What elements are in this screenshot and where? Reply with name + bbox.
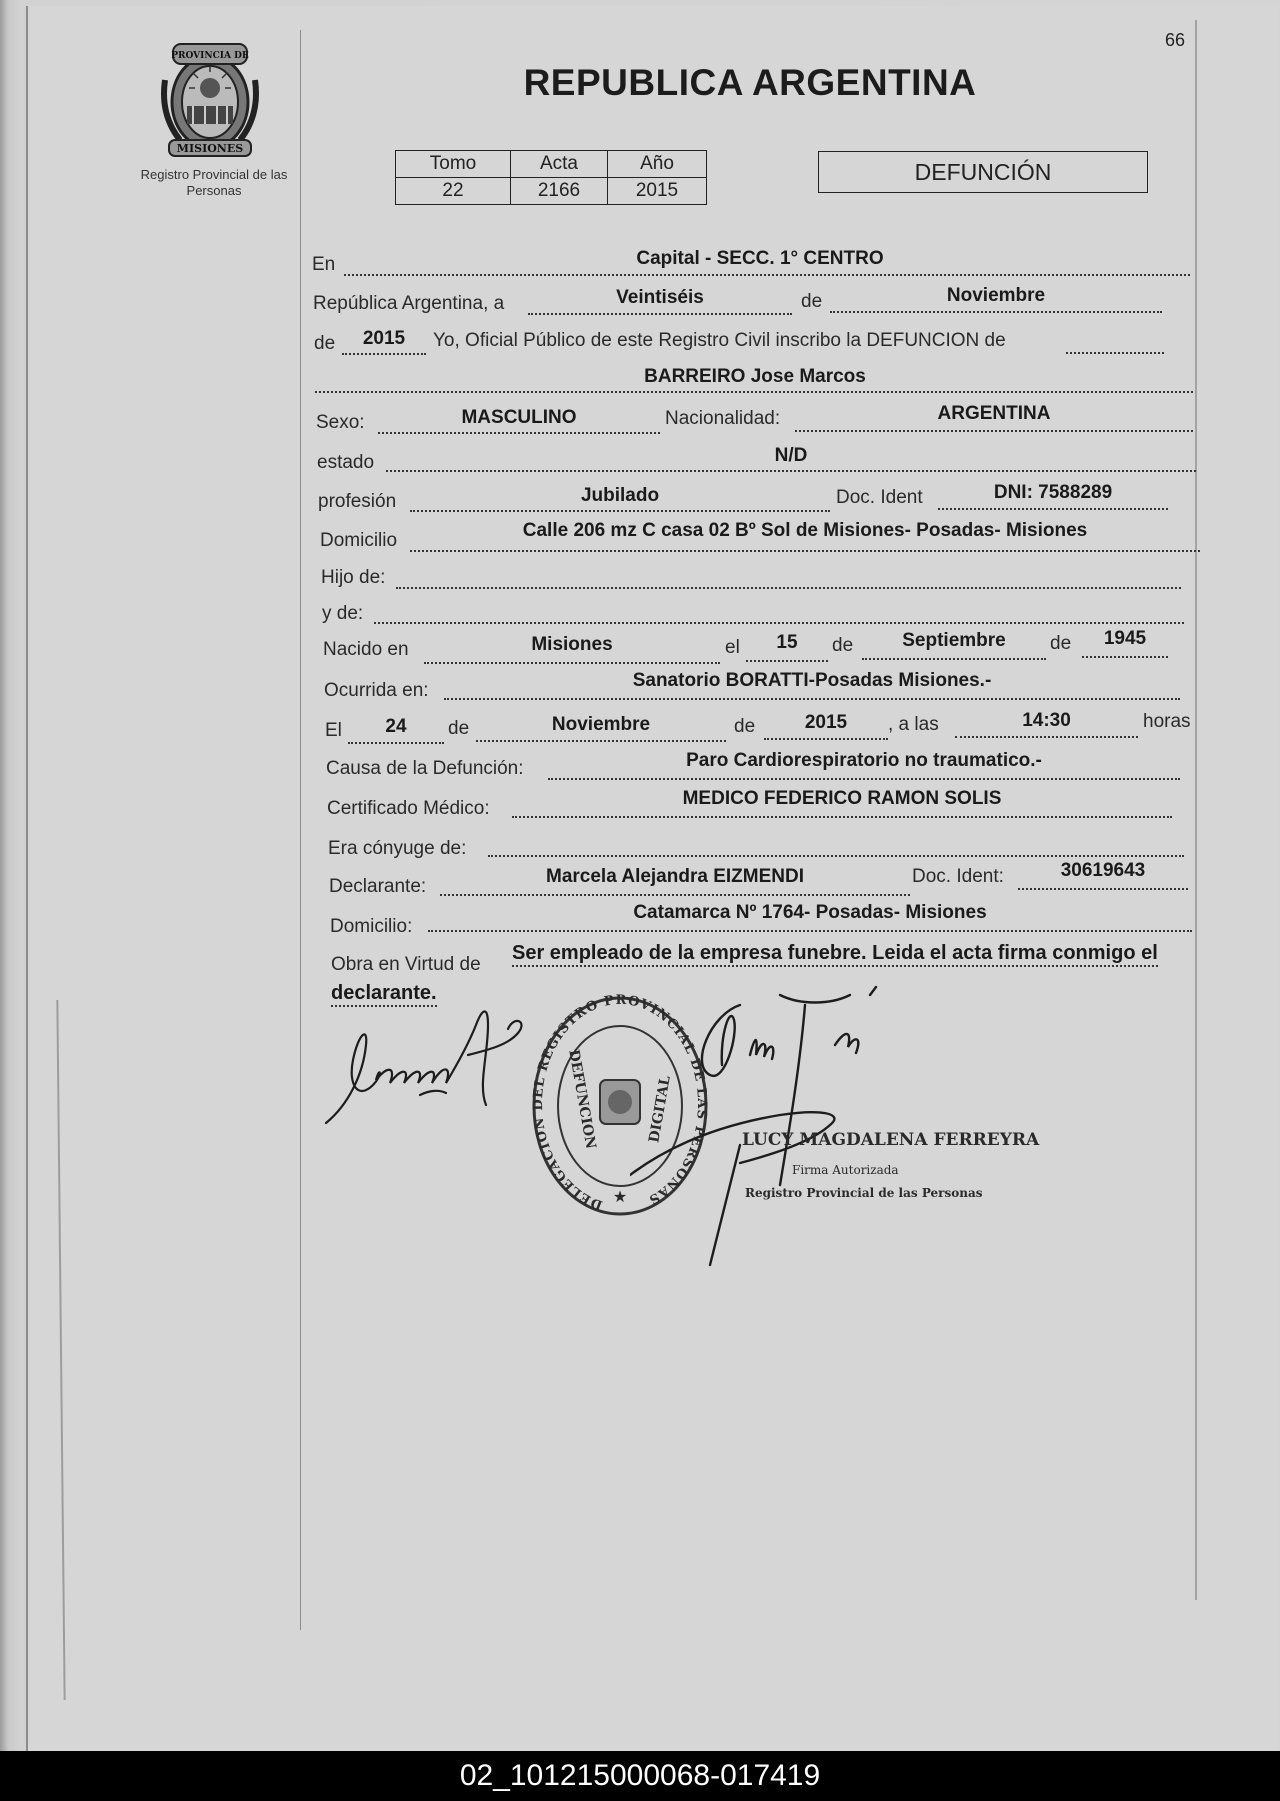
conyuge-line (488, 855, 1184, 857)
en-label: En (312, 254, 336, 275)
logo-top-text: PROVINCIA DE (171, 51, 249, 61)
birth-month-line (862, 658, 1046, 660)
obra-value-line-2: declarante. (331, 982, 437, 1007)
conyuge-label: Era cónyuge de: (328, 838, 467, 859)
decl-doc-label: Doc. Ident: (912, 866, 1004, 887)
profesion-label: profesión (318, 491, 397, 512)
official-role: Firma Autorizada (792, 1163, 899, 1177)
record-type-box: DEFUNCIÓN (818, 151, 1148, 193)
seal-inner-left-text: DEFUNCION (565, 1048, 599, 1151)
certificado-line (512, 816, 1172, 818)
republica-label: República Argentina, a (313, 293, 505, 314)
ocurrida-label: Ocurrida en: (324, 680, 429, 701)
inscription-line (1066, 352, 1164, 354)
death-time: 14:30 (1022, 710, 1071, 731)
nacido-value: Misiones (531, 634, 613, 655)
decl-doc-value: 30619643 (1060, 860, 1146, 881)
yde-label: y de: (322, 603, 364, 624)
seal-inner-right-text: DIGITAL (646, 1074, 674, 1144)
declarante-value: Marcela Alejandra EIZMENDI (546, 866, 804, 887)
day-line (528, 313, 792, 315)
name-line (315, 391, 1193, 393)
ano-header: Año (608, 151, 707, 178)
declarant-signature (318, 985, 548, 1135)
inscription-text: Yo, Oficial Público de este Registro Civil inscribo la DEFUNCION de (433, 330, 1006, 351)
certificado-value: MEDICO FEDERICO RAMON SOLIS (682, 788, 1002, 809)
deceased-name: BARREIRO Jose Marcos (644, 366, 866, 387)
en-line (344, 274, 1190, 276)
yde-line (374, 622, 1184, 624)
acta-header: Acta (511, 151, 608, 178)
nacionalidad-line (795, 430, 1193, 432)
ano-value: 2015 (608, 178, 707, 205)
birth-day: 15 (776, 632, 798, 653)
decl-domicilio-label: Domicilio: (330, 916, 413, 937)
logo-bottom-text: MISIONES (176, 142, 244, 155)
seal-ring-text: DELEGACION DEL REGISTRO PROVINCIAL DE LAS PERSONAS (531, 992, 710, 1213)
death-year: 2015 (804, 712, 848, 733)
horas-label: horas (1143, 711, 1191, 732)
seal-star-icon: ★ (612, 1189, 628, 1206)
record-table (395, 150, 707, 205)
de-label-6: de (734, 716, 756, 737)
en-value: Capital - SECC. 1° CENTRO (636, 248, 884, 269)
sexo-value: MASCULINO (461, 407, 577, 428)
tomo-value: 22 (396, 178, 511, 205)
de-label-3: de (832, 635, 854, 656)
ocurrida-value: Sanatorio BORATTI-Posadas Misiones.- (632, 670, 992, 691)
estado-line (386, 470, 1196, 472)
decl-domicilio-line (428, 930, 1192, 932)
sexo-line (378, 432, 660, 434)
acta-value: 2166 (511, 178, 608, 205)
nacido-line (424, 662, 720, 664)
profesion-line (410, 510, 830, 512)
birth-day-line (746, 660, 828, 662)
document-title: REPUBLICA ARGENTINA (523, 62, 977, 103)
decl-doc-line (1018, 888, 1188, 890)
death-time-line (955, 736, 1138, 738)
domicilio-value: Calle 206 mz C casa 02 Bº Sol de Misiones- Posadas- Misiones (522, 520, 1088, 541)
profesion-value: Jubilado (580, 485, 660, 506)
page-number: 66 (1165, 30, 1186, 50)
birth-month: Septiembre (902, 630, 1006, 651)
doc-ident-value: DNI: 7588289 (993, 482, 1113, 503)
registry-name: Registro Provincial de las Personas (140, 167, 288, 198)
estado-label: estado (317, 452, 375, 473)
death-year-line (764, 738, 888, 740)
causa-value: Paro Cardiorespiratorio no traumatico.- (686, 750, 1042, 771)
day-value: Veintiséis (616, 287, 704, 308)
a-las-label: , a las (888, 714, 939, 735)
domicilio-line (410, 550, 1200, 552)
document-id-footer: 02_101215000068-017419 (0, 1751, 1280, 1801)
death-day-line (348, 742, 444, 744)
de-label-2: de (314, 333, 336, 354)
month-line (830, 311, 1162, 313)
el-cap-label: El (325, 720, 342, 741)
causa-label: Causa de la Defunción: (326, 758, 524, 779)
official-name: LUCY MAGDALENA FERREYRA (742, 1130, 1040, 1150)
nacionalidad-label: Nacionalidad: (665, 408, 781, 429)
death-month: Noviembre (551, 714, 651, 735)
hijo-label: Hijo de: (321, 567, 386, 588)
nacido-label: Nacido en (323, 639, 409, 660)
ocurrida-line (444, 698, 1180, 700)
obra-value-line-1: Ser empleado de la empresa funebre. Leida el acta firma conmigo el (512, 942, 1158, 967)
month-value: Noviembre (946, 285, 1046, 306)
misiones-coat-of-arms-logo (155, 40, 265, 160)
year-line (342, 353, 426, 355)
official-office: Registro Provincial de las Personas (745, 1186, 983, 1200)
declarante-label: Declarante: (329, 876, 427, 897)
left-margin-line (300, 30, 301, 1630)
sexo-label: Sexo: (316, 412, 365, 433)
obra-label: Obra en Virtud de (331, 954, 481, 975)
record-table-header-row (396, 151, 707, 178)
nacionalidad-value: ARGENTINA (937, 403, 1051, 424)
decl-domicilio-value: Catamarca Nº 1764- Posadas- Misiones (633, 902, 987, 923)
death-day: 24 (385, 716, 407, 737)
declarante-line (440, 894, 910, 896)
de-label-5: de (448, 718, 470, 739)
el-label: el (725, 637, 740, 658)
right-margin-line (1195, 20, 1197, 1600)
domicilio-label: Domicilio (320, 530, 398, 551)
de-label-1: de (801, 291, 823, 312)
hijo-line (396, 587, 1181, 589)
causa-line (548, 778, 1180, 780)
birth-year: 1945 (1103, 628, 1147, 649)
record-table-value-row (396, 178, 707, 205)
certificado-label: Certificado Médico: (327, 798, 490, 819)
year-value: 2015 (362, 328, 406, 349)
de-label-4: de (1050, 633, 1072, 654)
birth-year-line (1082, 656, 1168, 658)
death-month-line (476, 740, 726, 742)
tomo-header: Tomo (396, 151, 511, 178)
doc-ident-line (938, 508, 1168, 510)
official-signature (630, 975, 960, 1275)
doc-ident-label: Doc. Ident (836, 487, 923, 508)
estado-value: N/D (774, 445, 808, 466)
